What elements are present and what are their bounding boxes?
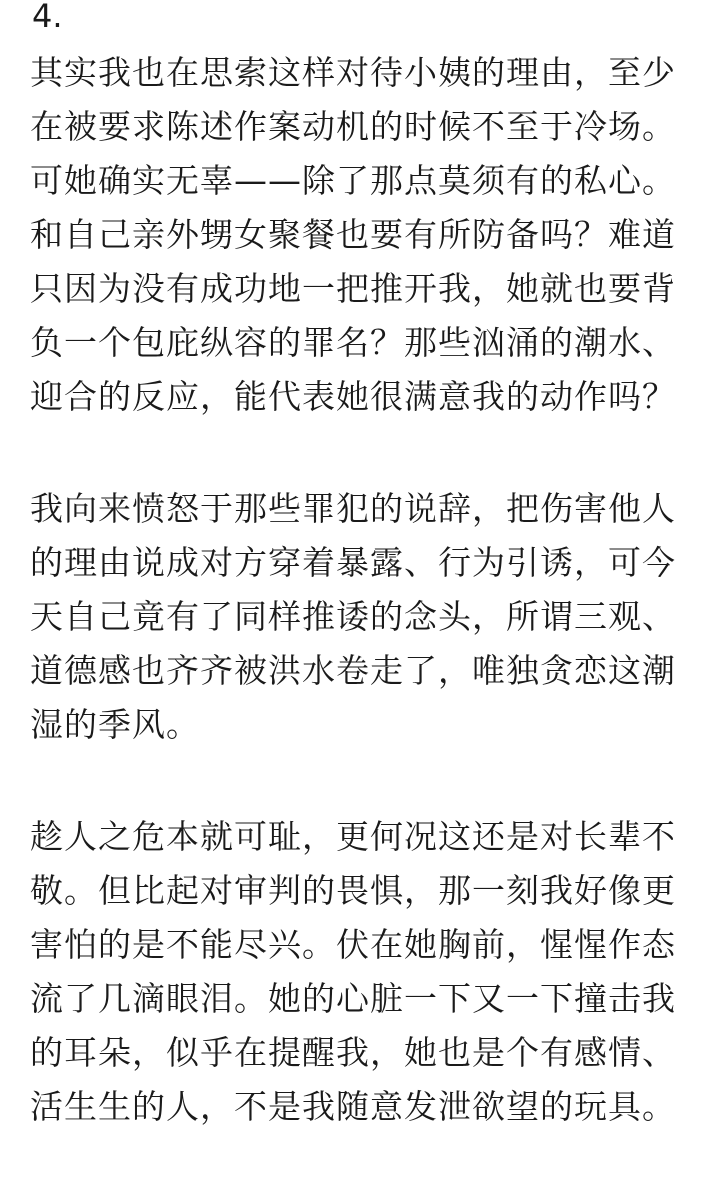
text-line: 和自己亲外甥女聚餐也要有所防备吗？难道 [30,215,676,254]
paragraph-3 [30,810,700,1134]
text-line: 的理由说成对方穿着暴露、行为引诱，可今 [30,543,676,582]
text-line: 可她确实无辜——除了那点莫须有的私心。 [30,161,676,200]
text-line: 其实我也在思索这样对待小姨的理由，至少 [30,53,676,92]
text-line: 活生生的人，不是我随意发泄欲望的玩具。 [30,1087,676,1126]
text-line: 迎合的反应，能代表她很满意我的动作吗？ [30,377,676,416]
text-line: 天自己竟有了同样推诿的念头，所谓三观、 [30,597,676,636]
section-number: 4. [32,0,63,35]
text-line: 趁人之危本就可耻，更何况这还是对长辈不 [30,817,676,856]
text-line: 流了几滴眼泪。她的心脏一下又一下撞击我 [30,979,676,1018]
text-line: 敬。但比起对审判的畏惧，那一刻我好像更 [30,871,676,910]
paragraph-1 [30,46,700,424]
text-line: 在被要求陈述作案动机的时候不至于冷场。 [30,107,676,146]
text-line: 我向来愤怒于那些罪犯的说辞，把伤害他人 [30,489,676,528]
text-line: 的耳朵，似乎在提醒我，她也是个有感情、 [30,1033,676,1072]
text-line: 湿的季风。 [30,705,200,744]
text-line: 负一个包庇纵容的罪名？那些汹涌的潮水、 [30,323,676,362]
text-line: 害怕的是不能尽兴。伏在她胸前，惺惺作态 [30,925,676,964]
text-line: 道德感也齐齐被洪水卷走了，唯独贪恋这潮 [30,651,676,690]
text-line: 只因为没有成功地一把推开我，她就也要背 [30,269,676,308]
paragraph-2 [30,482,700,752]
